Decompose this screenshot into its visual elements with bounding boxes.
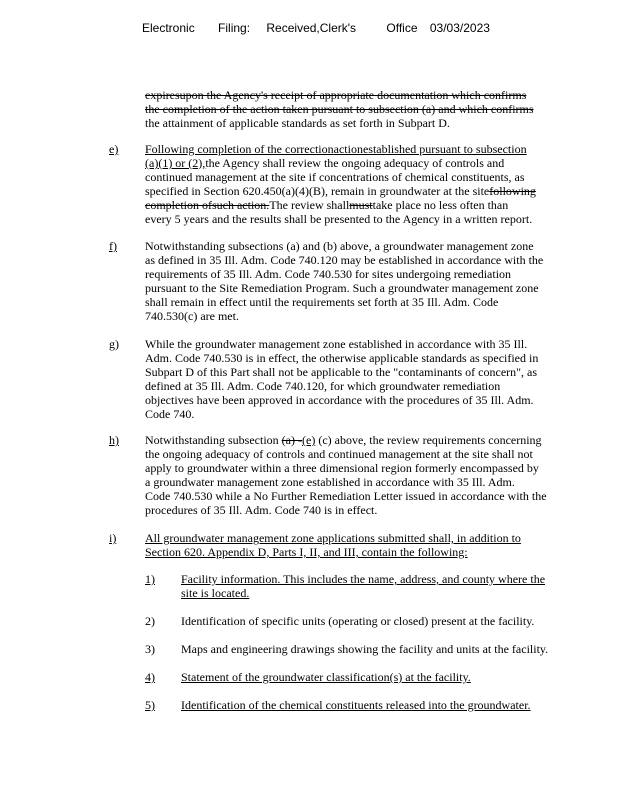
section-line: procedures of 35 Ill. Adm. Code 740 is in effect. <box>145 503 378 517</box>
intro-text <box>145 88 595 130</box>
section-line <box>145 198 595 212</box>
text-run: actionestablished pursuant to subsection <box>333 142 527 156</box>
section-line: Code 740.530 while a No Further Remediation Letter issued in accordance with the <box>145 489 547 503</box>
text-run: Notwithstanding subsection <box>145 433 282 447</box>
text-run: (a) - <box>281 433 302 447</box>
section-line: the ongoing adequacy of controls and continued management at the site shall not <box>145 447 533 461</box>
section-line: Adm. Code 740.530 is in effect, the otherwise applicable standards as specified in <box>145 351 539 365</box>
text-run: continued management at the site if concentrations of chemical constituents, as <box>145 170 525 184</box>
text-run: completion ofsuch action. <box>145 198 270 212</box>
text-run: the attainment of applicable standards as set forth in Subpart D. <box>145 116 450 130</box>
section-text <box>145 142 595 226</box>
text-run: (c) above, the review requirements concerning <box>315 433 542 447</box>
subitem-marker: 2) <box>145 614 155 628</box>
section-line: as defined in 35 Ill. Adm. Code 740.120 may be established in accordance with the <box>145 253 544 267</box>
header-office: Office <box>386 21 418 35</box>
section-line <box>145 212 595 226</box>
intro-line <box>145 88 595 102</box>
section-marker: h) <box>109 433 119 447</box>
subitem-marker: 5) <box>145 698 155 712</box>
text-run: must <box>349 198 373 212</box>
text-run: the completion of the action taken pursuant to subsection (a) and which confirms <box>145 102 534 116</box>
section-text <box>145 239 595 323</box>
subitem-line: Identification of the chemical constituents released into the groundwater. <box>181 698 531 712</box>
subitem-line: Statement of the groundwater classification(s) at the facility. <box>181 670 471 684</box>
filing-header <box>142 21 490 35</box>
text-run: (e) <box>302 433 316 447</box>
section-line <box>145 184 595 198</box>
text-run: The review shall <box>269 198 350 212</box>
header-date: 03/03/2023 <box>429 21 490 35</box>
text-run: take place no less often than <box>372 198 509 212</box>
section-marker: e) <box>109 142 119 156</box>
subitem-line: Facility information. This includes the name, address, and county where the <box>181 572 546 586</box>
section-line: All groundwater management zone applications submitted shall, in addition to <box>145 531 521 545</box>
section-marker: g) <box>109 337 119 351</box>
text-run: every 5 years and the results shall be presented to the Agency in a written report. <box>145 212 533 226</box>
section-line: While the groundwater management zone established in accordance with 35 Ill. <box>145 337 528 351</box>
section-line: a groundwater management zone established in accordance with 35 Ill. Adm. <box>145 475 515 489</box>
subitem-text <box>181 698 601 712</box>
subitem-line: Maps and engineering drawings showing the facility and units at the facility. <box>181 642 549 656</box>
intro-line <box>145 116 595 130</box>
section-line: Section 620. Appendix D, Parts I, II, and III, contain the following: <box>145 545 468 559</box>
header-filing: Filing: <box>218 21 251 35</box>
text-run: following <box>489 184 536 198</box>
text-run: (a)(1) or (2), <box>145 156 206 170</box>
section-line: Notwithstanding subsections (a) and (b) above, a groundwater management zone <box>145 239 534 253</box>
section-text <box>145 531 595 559</box>
section-line: pursuant to the Site Remediation Program. Such a groundwater management zone <box>145 281 539 295</box>
section-line: objectives have been approved in accordance with the procedures of 35 Ill. Adm. <box>145 393 534 407</box>
section-line: Code 740. <box>145 407 195 421</box>
section-text <box>145 433 595 517</box>
subitem-marker: 3) <box>145 642 155 656</box>
header-received: Received,Clerk's <box>266 21 357 35</box>
section-line <box>145 156 595 170</box>
subitem-line: Identification of specific units (operating or closed) present at the facility. <box>181 614 535 628</box>
section-line: defined at 35 Ill. Adm. Code 740.120, for which groundwater remediation <box>145 379 501 393</box>
subitem-line: site is located. <box>181 586 250 600</box>
subitem-text <box>181 642 601 656</box>
text-run: specified in Section 620.450(a)(4)(B), remain in groundwater at the site <box>145 184 490 198</box>
section-marker: f) <box>109 239 117 253</box>
section-marker: i) <box>109 531 117 545</box>
subitem-marker: 4) <box>145 670 155 684</box>
text-run: the Agency shall review the ongoing adequacy of controls and <box>205 156 505 170</box>
section-line: 740.530(c) are met. <box>145 309 239 323</box>
subitem-text <box>181 670 601 684</box>
header-electronic: Electronic <box>142 21 195 35</box>
section-line: Subpart D of this Part shall not be applicable to the "contaminants of concern", as <box>145 365 538 379</box>
section-line <box>145 433 595 447</box>
text-run: expiresupon the Agency's receipt of appropriate documentation which confirms <box>145 88 527 102</box>
section-line: requirements of 35 Ill. Adm. Code 740.530 for sites undergoing remediation <box>145 267 512 281</box>
subitem-marker: 1) <box>145 572 155 586</box>
section-text <box>145 337 595 421</box>
subitem-text <box>181 614 601 628</box>
subitem-text <box>181 572 601 600</box>
section-line <box>145 142 595 156</box>
section-line <box>145 170 595 184</box>
section-line: shall remain in effect until the requirements set forth at 35 Ill. Adm. Code <box>145 295 499 309</box>
intro-line <box>145 102 595 116</box>
section-line: apply to groundwater within a three dimensional region formerly encompassed by <box>145 461 539 475</box>
text-run: Following completion of the correction <box>145 142 334 156</box>
